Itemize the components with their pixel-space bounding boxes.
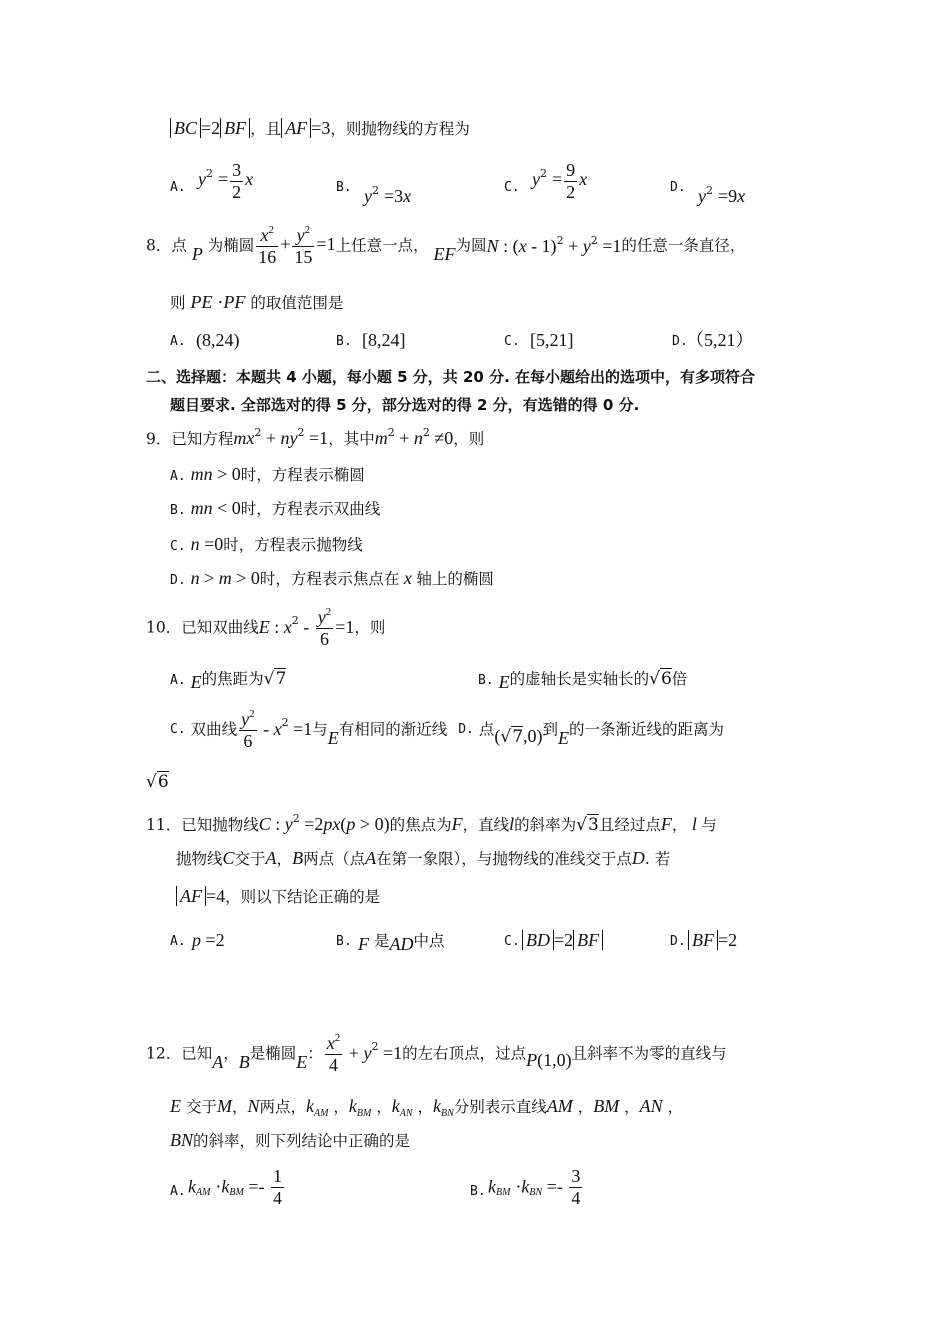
- q8-option-d-label: D.: [672, 334, 688, 349]
- q10-option-d-label: D.: [458, 721, 474, 737]
- q11-option-c-math: BD =2 BF: [522, 930, 603, 952]
- q11-option-c-label: C.: [504, 934, 520, 949]
- q8-var-p: P: [191, 243, 203, 264]
- q11-option-a-math: p =2: [192, 930, 225, 950]
- q10-stem: 10．已知双曲线E : $x^2$ - $\frac{y^2}{6}$ =1，则: [146, 606, 386, 649]
- q11-line2: 抛物线C交于A，B两点（点A在第一象限），与抛物线的准线交于点D. 若: [176, 848, 671, 868]
- q7-condition-line: BC =2 BF ，且 AF =3，则抛物线的方程为: [170, 118, 470, 140]
- q10-option-a-math: √7: [263, 669, 287, 689]
- q9-option-d: D. n > m > 0时，方程表示焦点在 x 轴上的椭圆: [170, 568, 494, 588]
- q7-option-d-label: D.: [670, 180, 686, 195]
- q12-option-b-math: $k_{BM} \cdot k_{BN}$ =- $\frac{3}{4}$: [488, 1166, 581, 1208]
- q9-option-d-math: n > m > 0: [190, 568, 260, 588]
- section2-heading-line2: 题目要求. 全部选对的得 5 分，部分选对的得 2 分，有选错的得 0 分.: [170, 396, 640, 414]
- q10-option-b: B. E的虚轴长是实轴长的√6倍: [478, 669, 688, 692]
- q8-var-ef: EF: [433, 243, 456, 264]
- q9-option-a-math: mn > 0: [190, 464, 241, 484]
- q8-line1: 8．点 P 为椭圆 $\frac{x^2}{16}$ + $\frac{y^2}{15}$ =1上任意一点， EF为圆N : $(x - 1)^2 + y^2 =1$的任意一条直径，: [146, 224, 746, 267]
- q8-option-b-label: B.: [336, 334, 352, 349]
- q10-option-b-math: √6: [649, 669, 672, 689]
- section2-heading-line1: 二、选择题：本题共 4 小题，每小题 5 分，共 20 分. 在每小题给出的选项中，有多项符合: [146, 368, 756, 386]
- q11-af-condition: AF =4: [176, 886, 225, 906]
- q8-ellipse-eq: $\frac{x^2}{16}$ + $\frac{y^2}{15}$ =1: [258, 224, 336, 267]
- q11-option-b-label: B.: [336, 934, 352, 949]
- q9-option-b-label: B.: [170, 503, 186, 518]
- q10-option-b-label: B.: [478, 673, 494, 688]
- q10-option-a: A. E的焦距为√7: [170, 669, 287, 692]
- q8-option-a-value: (8,24): [196, 330, 240, 350]
- q8-option-c-value: [5,21]: [530, 330, 574, 350]
- q8-option-c-label: C.: [504, 334, 520, 349]
- q10-option-c-d: C. 双曲线 $\frac{y^2}{6}$ - $x^2 =1$与E有相同的渐近线 D. 点(√7,0)到E的一条渐近线的距离为: [170, 708, 725, 751]
- q7-math-af: AF =3: [281, 118, 330, 138]
- q9-option-a-label: A.: [170, 469, 186, 484]
- q12-ellipse-eq: $\frac{x^2}{4}$ + $y^2 =1$: [326, 1032, 403, 1075]
- q8-circle-eq: N : $(x - 1)^2 + y^2 =1$: [486, 233, 622, 256]
- q12-option-b-label: B.: [470, 1184, 486, 1199]
- q7-math-bc: BC =2 BF: [170, 118, 250, 138]
- q7-option-b-label: B.: [336, 180, 352, 195]
- q11-option-b-text: F 是AD中点: [358, 932, 445, 954]
- q7-option-a-math: $y^2$ = $\frac{3}{2}$ x: [198, 160, 254, 202]
- q7-option-c-label: C.: [504, 180, 520, 195]
- q9-option-d-label: D.: [170, 573, 186, 588]
- q7-option-c-math: $y^2$ = $\frac{9}{2}$ x: [532, 160, 588, 202]
- q10-option-d-point: (√7,0): [494, 725, 543, 747]
- q10-option-d-math: √6: [146, 772, 169, 792]
- q11-parabola-eq: C : $y^2 =2px(p > 0)$: [258, 812, 390, 834]
- q9-option-c: C. n =0时，方程表示抛物线: [170, 534, 363, 554]
- q9-equation: $mx^2 + ny^2 =1$: [233, 426, 329, 448]
- q9-option-b-math: mn < 0: [190, 498, 241, 518]
- q9-option-a: A. mn > 0时，方程表示椭圆: [170, 464, 365, 484]
- q10-hyperbola-eq: E : $x^2$ - $\frac{y^2}{6}$ =1: [258, 606, 355, 649]
- q12-line2: E 交于M，N两点，$k_{AM}$ ，$k_{BM}$ ，$k_{AN}$ ，$k_{BN}$分别表示直线AM ，BM ，AN ，: [170, 1096, 684, 1119]
- q11-option-a-label: A.: [170, 934, 186, 949]
- q8-option-d-value: （5,21）: [686, 330, 754, 350]
- q8-option-a-label: A.: [170, 334, 186, 349]
- q12-line1: 12．已知A，B是椭圆E： $\frac{x^2}{4}$ + $y^2 =1$的左右顶点，过点P(1,0)且斜率不为零的直线与: [146, 1032, 727, 1075]
- q11-option-d-label: D.: [670, 934, 686, 949]
- q12-option-a-math: $k_{AM} \cdot k_{BM}$ =- $\frac{1}{4}$: [188, 1166, 282, 1208]
- q12-line3: BN的斜率，则下列结论中正确的是: [170, 1130, 411, 1150]
- q7-option-b-math: $y^2 =3x$: [364, 184, 412, 206]
- q9-option-c-label: C.: [170, 539, 186, 554]
- q8-option-b-value: [8,24]: [362, 330, 406, 350]
- q7-option-a-label: A.: [170, 180, 186, 195]
- q9-condition: $m^2 + n^2 \ne 0$: [374, 426, 454, 448]
- q9-stem: 9．已知方程$mx^2 + ny^2 =1$，其中$m^2 + n^2 \ne 0$，则: [146, 426, 485, 448]
- q11-line3: AF =4，则以下结论正确的是: [176, 886, 380, 908]
- q9-option-c-math: n =0: [190, 534, 224, 554]
- q10-option-c-math: $\frac{y^2}{6}$ - $x^2 =1$: [241, 708, 313, 751]
- q11-line1: 11．已知抛物线C : $y^2 =2px(p > 0)$的焦点为F，直线l的斜率为√3且经过点F， l 与: [146, 812, 717, 835]
- q10-option-a-label: A.: [170, 673, 186, 688]
- q7-option-d-math: $y^2 =9x$: [698, 184, 746, 206]
- q9-option-b: B. mn < 0时，方程表示双曲线: [170, 498, 381, 518]
- q10-option-d-value: [146, 772, 169, 792]
- q8-dot-product: PE ·PF: [190, 292, 246, 312]
- q12-slopes: $k_{AM}$ ，$k_{BM}$ ，$k_{AN}$ ，$k_{BN}$: [306, 1096, 454, 1119]
- q10-option-c-label: C.: [170, 721, 186, 737]
- q8-line2: 则 PE ·PF 的取值范围是: [170, 292, 344, 312]
- q12-point-p: P(1,0): [526, 1049, 572, 1070]
- q11-option-d-math: BF =2: [688, 930, 737, 952]
- q12-option-a-label: A.: [170, 1184, 186, 1199]
